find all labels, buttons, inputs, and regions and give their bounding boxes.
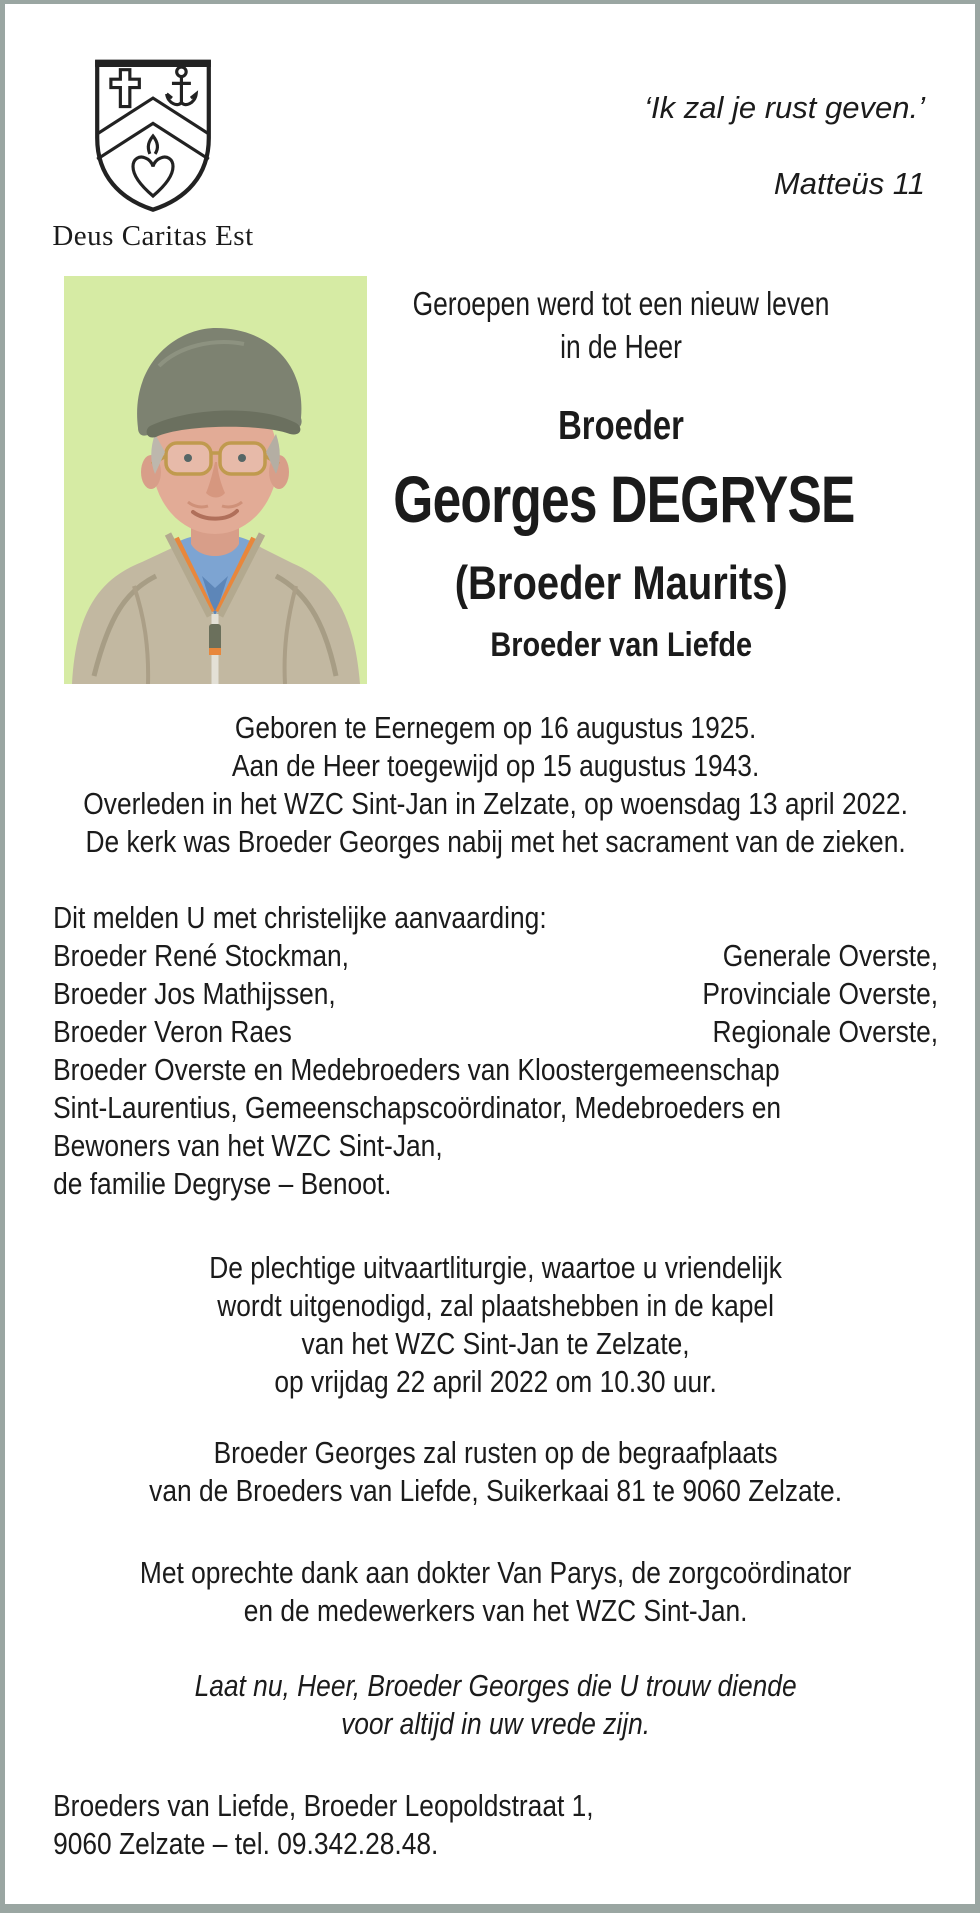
portrait-illustration xyxy=(64,276,367,684)
portrait-photo xyxy=(64,276,367,684)
life-dates xyxy=(53,709,938,861)
prayer xyxy=(53,1667,938,1743)
mourner-title: Generale Overste, xyxy=(722,938,939,973)
text-line: 9060 Zelzate – tel. 09.342.28.48. xyxy=(52,1826,439,1861)
intro-line: in de Heer xyxy=(560,328,682,365)
mourners-intro: Dit melden U met christelijke aanvaarding: xyxy=(52,900,547,935)
deceased-name: Georges DEGRYSE xyxy=(393,462,855,536)
text-line: Geboren te Eernegem op 16 augustus 1925. xyxy=(234,710,757,745)
shield-icon xyxy=(88,56,218,216)
text-line: Broeders van Liefde, Broeder Leopoldstraat 1, xyxy=(52,1788,594,1823)
scripture-quote-block xyxy=(644,90,925,202)
announcement-intro xyxy=(393,282,849,368)
intro-line: Geroepen werd tot een nieuw leven xyxy=(412,285,830,322)
scripture-attribution: Matteüs 11 xyxy=(773,166,925,201)
mourner-title: Regionale Overste, xyxy=(712,1014,939,1049)
text-line: Bewoners van het WZC Sint-Jan, xyxy=(52,1128,443,1163)
text-line: Broeder Georges zal rusten op de begraafplaats xyxy=(213,1435,778,1470)
thanks-note xyxy=(53,1554,938,1630)
text-line: De kerk was Broeder Georges nabij met het sacrament van de zieken. xyxy=(85,824,906,859)
text-line: voor altijd in uw vrede zijn. xyxy=(340,1706,651,1741)
mourner-name: Broeder Veron Raes xyxy=(52,1014,292,1049)
text-line: Broeder Overste en Medebroeders van Kloostergemeenschap xyxy=(52,1052,780,1087)
deceased-alias: (Broeder Maurits) xyxy=(454,556,788,609)
text-line: Aan de Heer toegewijd op 15 augustus 1943. xyxy=(231,748,760,783)
burial-details xyxy=(53,1434,938,1510)
text-line: Overleden in het WZC Sint-Jan in Zelzate, op woensdag 13 april 2022. xyxy=(83,786,908,821)
mourner-row xyxy=(53,937,938,975)
contact-address xyxy=(53,1787,938,1863)
funeral-details xyxy=(53,1249,938,1401)
text-line: Laat nu, Heer, Broeder Georges die U trouw diende xyxy=(194,1668,797,1703)
text-line: en de medewerkers van het WZC Sint-Jan. xyxy=(243,1593,748,1628)
memorial-card xyxy=(5,4,975,1904)
text-line: van het WZC Sint-Jan te Zelzate, xyxy=(301,1326,690,1361)
text-line: Met oprechte dank aan dokter Van Parys, de zorgcoördinator xyxy=(139,1555,852,1590)
deceased-congregation: Broeder van Liefde xyxy=(490,626,752,664)
text-line: de familie Degryse – Benoot. xyxy=(52,1166,392,1201)
text-line: Sint-Laurentius, Gemeenschapscoördinator, Medebroeders en xyxy=(52,1090,781,1125)
text-line: De plechtige uitvaartliturgie, waartoe u vriendelijk xyxy=(209,1250,782,1285)
mourner-row xyxy=(53,1013,938,1051)
card-body xyxy=(53,709,938,1863)
mourners xyxy=(53,899,938,1203)
congregation-motto: Deus Caritas Est xyxy=(52,220,254,252)
scripture-quote: ‘Ik zal je rust geven.’ xyxy=(644,90,925,125)
mourner-title: Provinciale Overste, xyxy=(702,976,939,1011)
mourner-name: Broeder René Stockman, xyxy=(52,938,349,973)
deceased-title: Broeder xyxy=(558,402,684,448)
congregation-crest xyxy=(88,56,218,216)
mourner-name: Broeder Jos Mathijssen, xyxy=(52,976,336,1011)
announcement-header xyxy=(393,282,855,665)
text-line: op vrijdag 22 april 2022 om 10.30 uur. xyxy=(274,1364,717,1399)
text-line: wordt uitgenodigd, zal plaatshebben in de kapel xyxy=(217,1288,774,1323)
mourner-row xyxy=(53,975,938,1013)
text-line: van de Broeders van Liefde, Suikerkaai 81 te 9060 Zelzate. xyxy=(149,1473,842,1508)
